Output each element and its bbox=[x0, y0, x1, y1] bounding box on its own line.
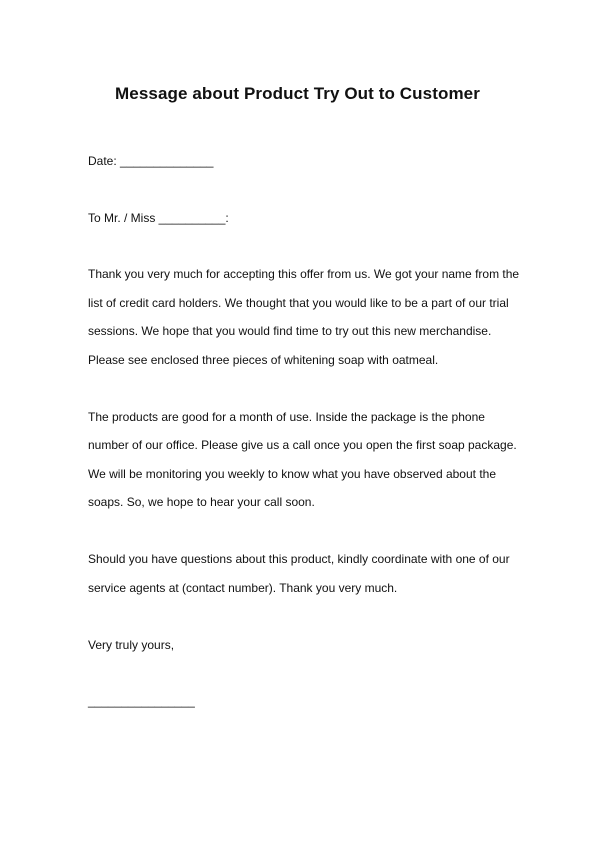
paragraph-3-line-2: service agents at (contact number). Thank you very much. bbox=[88, 581, 398, 595]
paragraph-2-line-3: We will be monitoring you weekly to know what you have observed about the bbox=[88, 467, 497, 481]
signature-line: ________________ bbox=[88, 694, 195, 708]
paragraph-1-line-3: sessions. We hope that you would find time to try out this new merchandise. bbox=[88, 324, 492, 338]
paragraph-2-line-2: number of our office. Please give us a call once you open the first soap package. bbox=[88, 438, 517, 452]
date-line: Date: ______________ bbox=[88, 154, 214, 168]
paragraph-1-line-1: Thank you very much for accepting this offer from us. We got your name from the bbox=[88, 267, 520, 281]
paragraph-1-line-4: Please see enclosed three pieces of whitening soap with oatmeal. bbox=[88, 353, 439, 367]
closing-line: Very truly yours, bbox=[88, 638, 175, 652]
salutation-line: To Mr. / Miss __________: bbox=[88, 211, 229, 225]
paragraph-2-line-4: soaps. So, we hope to hear your call soon. bbox=[88, 495, 315, 509]
paragraph-3-line-1: Should you have questions about this product, kindly coordinate with one of our bbox=[88, 552, 510, 566]
paragraph-1-line-2: list of credit card holders. We thought that you would like to be a part of our trial bbox=[88, 296, 509, 310]
paragraph-2-line-1: The products are good for a month of use. Inside the package is the phone bbox=[88, 410, 485, 424]
page-title: Message about Product Try Out to Customer bbox=[115, 84, 480, 103]
